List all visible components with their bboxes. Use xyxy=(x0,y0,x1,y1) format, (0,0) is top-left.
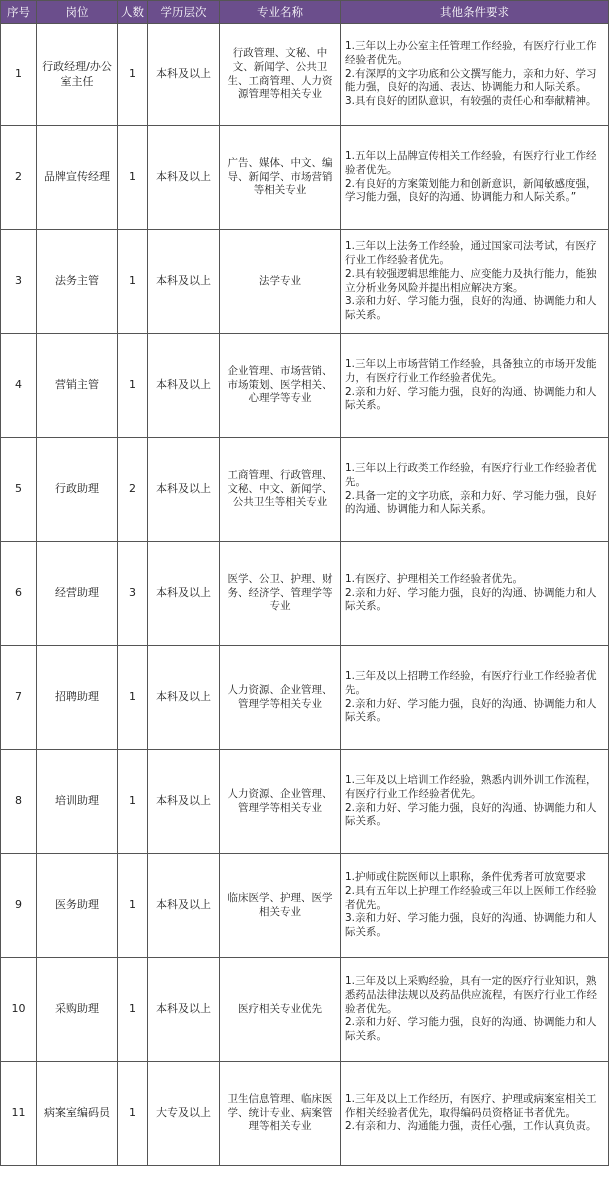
cell-position: 病案室编码员 xyxy=(37,1062,118,1166)
table-row xyxy=(1,438,609,542)
table-row xyxy=(1,24,609,126)
cell-seq: 2 xyxy=(1,126,37,230)
cell-requirements xyxy=(341,24,609,126)
table-row xyxy=(1,1062,609,1166)
cell-major: 广告、媒体、中文、编导、新闻学、市场营销等相关专业 xyxy=(220,126,341,230)
header-major: 专业名称 xyxy=(220,1,341,24)
cell-requirements xyxy=(341,1062,609,1166)
cell-count: 1 xyxy=(118,1062,148,1166)
cell-requirements xyxy=(341,126,609,230)
cell-requirements xyxy=(341,438,609,542)
cell-count: 1 xyxy=(118,958,148,1062)
cell-requirements xyxy=(341,334,609,438)
header-requirements: 其他条件要求 xyxy=(341,1,609,24)
header-education: 学历层次 xyxy=(148,1,220,24)
cell-major: 人力资源、企业管理、管理学等相关专业 xyxy=(220,750,341,854)
requirement-line: 2.具备一定的文字功底，亲和力好、学习能力强，良好的沟通、协调能力和人际关系。 xyxy=(345,489,597,516)
cell-requirements xyxy=(341,958,609,1062)
table-row xyxy=(1,646,609,750)
requirement-line: 3.亲和力好、学习能力强，良好的沟通、协调能力和人际关系。 xyxy=(345,295,597,322)
cell-education: 本科及以上 xyxy=(148,334,220,438)
cell-education: 本科及以上 xyxy=(148,542,220,646)
cell-requirements xyxy=(341,854,609,958)
requirement-line: 1.三年以上市场营销工作经验，具备独立的市场开发能力，有医疗行业工作经验者优先。 xyxy=(345,357,597,384)
cell-education: 本科及以上 xyxy=(148,438,220,542)
requirement-line: 1.三年及以上采购经验，具有一定的医疗行业知识，熟悉药品法律法规以及药品供应流程，有医疗行业工作经验者优先。 xyxy=(345,974,597,1015)
requirement-line: 1.三年及以上招聘工作经验，有医疗行业工作经验者优先。 xyxy=(345,669,597,696)
cell-education: 本科及以上 xyxy=(148,750,220,854)
requirement-line: 2.亲和力好、学习能力强，良好的沟通、协调能力和人际关系。 xyxy=(345,1016,597,1043)
cell-count: 1 xyxy=(118,230,148,334)
cell-count: 2 xyxy=(118,438,148,542)
cell-seq: 11 xyxy=(1,1062,37,1166)
cell-education: 大专及以上 xyxy=(148,1062,220,1166)
requirement-line: 1.三年及以上工作经历，有医疗、护理或病案室相关工作相关经验者优先，取得编码员资格证书者优先。 xyxy=(345,1092,597,1119)
requirement-line: 1.三年以上行政类工作经验，有医疗行业工作经验者优先。 xyxy=(345,461,597,488)
requirement-line: 3.亲和力好、学习能力强，良好的沟通、协调能力和人际关系。 xyxy=(345,912,597,939)
cell-major: 工商管理、行政管理、文秘、中文、新闻学、公共卫生等相关专业 xyxy=(220,438,341,542)
cell-major: 卫生信息管理、临床医学、统计专业、病案管理等相关专业 xyxy=(220,1062,341,1166)
cell-seq: 5 xyxy=(1,438,37,542)
requirement-line: 2.亲和力好、学习能力强，良好的沟通、协调能力和人际关系。 xyxy=(345,586,597,613)
cell-education: 本科及以上 xyxy=(148,230,220,334)
cell-requirements xyxy=(341,230,609,334)
cell-count: 1 xyxy=(118,750,148,854)
cell-requirements xyxy=(341,646,609,750)
cell-position: 行政助理 xyxy=(37,438,118,542)
cell-position: 医务助理 xyxy=(37,854,118,958)
table-row xyxy=(1,542,609,646)
header-seq: 序号 xyxy=(1,1,37,24)
cell-position: 招聘助理 xyxy=(37,646,118,750)
cell-requirements xyxy=(341,542,609,646)
cell-major: 医疗相关专业优先 xyxy=(220,958,341,1062)
requirement-line: 2.亲和力好、学习能力强，良好的沟通、协调能力和人际关系。 xyxy=(345,801,597,828)
cell-education: 本科及以上 xyxy=(148,24,220,126)
requirement-line: 1.三年以上法务工作经验，通过国家司法考试，有医疗行业工作经验者优先。 xyxy=(345,239,597,266)
table-header-row xyxy=(1,1,609,24)
cell-count: 1 xyxy=(118,126,148,230)
cell-count: 1 xyxy=(118,646,148,750)
requirement-line: 3.具有良好的团队意识，有较强的责任心和奉献精神。 xyxy=(345,95,597,108)
cell-count: 1 xyxy=(118,334,148,438)
table-row xyxy=(1,854,609,958)
requirement-line: 1.有医疗、护理相关工作经验者优先。 xyxy=(345,572,524,585)
table-row xyxy=(1,750,609,854)
cell-position: 培训助理 xyxy=(37,750,118,854)
cell-seq: 9 xyxy=(1,854,37,958)
header-position: 岗位 xyxy=(37,1,118,24)
cell-position: 经营助理 xyxy=(37,542,118,646)
requirement-line: 2.亲和力好、学习能力强，良好的沟通、协调能力和人际关系。 xyxy=(345,385,597,412)
table-row xyxy=(1,958,609,1062)
cell-seq: 3 xyxy=(1,230,37,334)
cell-count: 1 xyxy=(118,854,148,958)
cell-position: 行政经理/办公室主任 xyxy=(37,24,118,126)
cell-major: 行政管理、文秘、中文、新闻学、公共卫生、工商管理、人力资源管理等相关专业 xyxy=(220,24,341,126)
table-row xyxy=(1,126,609,230)
cell-position: 采购助理 xyxy=(37,958,118,1062)
cell-education: 本科及以上 xyxy=(148,646,220,750)
cell-seq: 7 xyxy=(1,646,37,750)
cell-major: 医学、公卫、护理、财务、经济学、管理学等专业 xyxy=(220,542,341,646)
table-row xyxy=(1,230,609,334)
requirement-line: 1.护师或住院医师以上职称，条件优秀者可放宽要求 xyxy=(345,870,587,883)
cell-major: 法学专业 xyxy=(220,230,341,334)
cell-requirements xyxy=(341,750,609,854)
cell-seq: 10 xyxy=(1,958,37,1062)
requirement-line: 1.五年以上品牌宣传相关工作经验，有医疗行业工作经验者优先。 xyxy=(345,149,597,176)
requirement-line: 2.具有五年以上护理工作经验或三年以上医师工作经验者优先。 xyxy=(345,884,597,911)
cell-count: 1 xyxy=(118,24,148,126)
requirement-line: 1.三年以上办公室主任管理工作经验，有医疗行业工作经验者优先。 xyxy=(345,39,597,66)
cell-seq: 1 xyxy=(1,24,37,126)
requirement-line: 1.三年及以上培训工作经验，熟悉内训外训工作流程，有医疗行业工作经验者优先。 xyxy=(345,773,597,800)
cell-position: 法务主管 xyxy=(37,230,118,334)
requirement-line: 2.有亲和力、沟通能力强，责任心强，工作认真负责。 xyxy=(345,1120,597,1133)
cell-major: 人力资源、企业管理、管理学等相关专业 xyxy=(220,646,341,750)
cell-position: 品牌宣传经理 xyxy=(37,126,118,230)
requirement-line: 2.亲和力好、学习能力强，良好的沟通、协调能力和人际关系。 xyxy=(345,697,597,724)
cell-seq: 8 xyxy=(1,750,37,854)
cell-count: 3 xyxy=(118,542,148,646)
requirement-line: 2.有深厚的文字功底和公文撰写能力，亲和力好、学习能力强，良好的沟通、表达、协调能力和人际关系。 xyxy=(345,67,597,94)
cell-major: 临床医学、护理、医学相关专业 xyxy=(220,854,341,958)
cell-education: 本科及以上 xyxy=(148,958,220,1062)
requirement-line: 2.具有较强逻辑思维能力、应变能力及执行能力，能独立分析业务风险并提出相应解决方案。 xyxy=(345,267,597,294)
header-count: 人数 xyxy=(118,1,148,24)
cell-seq: 4 xyxy=(1,334,37,438)
requirement-line: 2.有良好的方案策划能力和创新意识，新闻敏感度强，学习能力强，良好的沟通、协调能力和人际关系。” xyxy=(345,177,597,204)
cell-seq: 6 xyxy=(1,542,37,646)
cell-education: 本科及以上 xyxy=(148,126,220,230)
cell-education: 本科及以上 xyxy=(148,854,220,958)
cell-major: 企业管理、市场营销、市场策划、医学相关、心理学等专业 xyxy=(220,334,341,438)
cell-position: 营销主管 xyxy=(37,334,118,438)
table-row xyxy=(1,334,609,438)
